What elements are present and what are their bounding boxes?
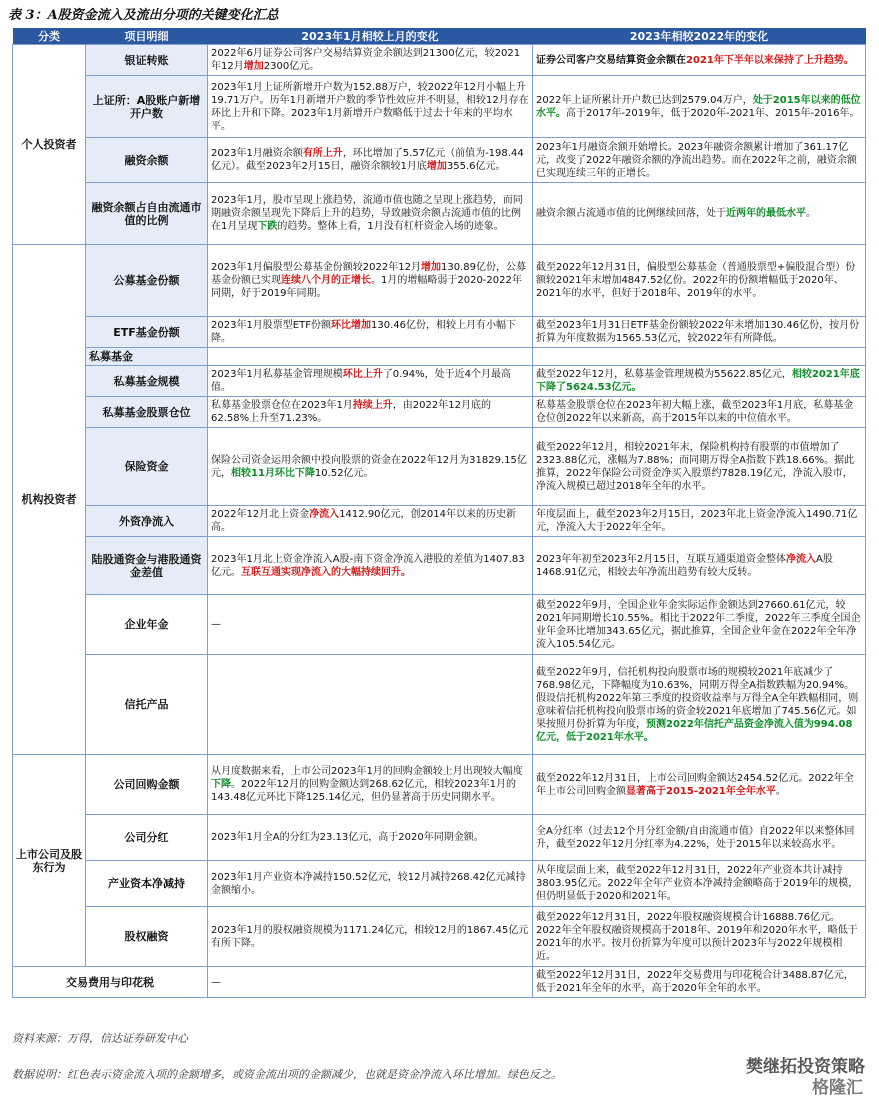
text-segment: 截至2022年12月31日，上市公司回购金额达2454.52亿元。2022年全年上市公司回购金额 bbox=[536, 772, 854, 797]
table-row bbox=[13, 76, 866, 138]
table-row bbox=[13, 506, 866, 537]
text-segment: 下降 bbox=[211, 779, 231, 790]
header-item: 项目明细 bbox=[86, 28, 208, 45]
yearly-change-cell bbox=[533, 245, 866, 317]
text-segment: 截至2022年12月31日，2022年交易费用与印花税合计3488.87亿元，低于2021年全年的水平，高于2020年全年的水平。 bbox=[536, 970, 854, 994]
text-segment: 截至2022年12月，私募基金管理规模为55622.85亿元， bbox=[536, 369, 792, 380]
text-segment: 2023年1月融资余额 bbox=[211, 148, 303, 159]
yearly-change-cell bbox=[533, 45, 866, 76]
text-segment: 互联互通实现净流入的大幅持续回升。 bbox=[241, 566, 411, 578]
item-cell: 公司分红 bbox=[86, 815, 208, 861]
text-segment: 增加 bbox=[426, 161, 447, 172]
table-row bbox=[13, 815, 866, 861]
text-segment: 有所上升 bbox=[302, 148, 343, 159]
text-segment: 2023年1月北上资金净流入A股-南下资金净流入港股的差值为1407.83亿元。 bbox=[211, 553, 525, 578]
table-row bbox=[13, 366, 866, 397]
text-segment: A股1468.91亿元，相较去年净流出趋势有较大反转。 bbox=[536, 553, 833, 578]
text-segment: 2022年6月证券公司客户交易结算资金余额达到21300亿元，较2021年12月 bbox=[211, 48, 521, 72]
table-row bbox=[13, 907, 866, 967]
text-segment: 持续上升 bbox=[352, 400, 393, 411]
monthly-change-cell bbox=[208, 506, 533, 537]
text-segment: 。2022年12月的回购金额达到268.62亿元，相较2023年1月的143.48亿元环比下降125.14亿元，但仍显著高于历史同期水平。 bbox=[211, 779, 516, 803]
item-cell: 私募基金 bbox=[86, 348, 208, 366]
item-cell: 融资余额占自由流通市值的比例 bbox=[86, 183, 208, 245]
table-row bbox=[13, 755, 866, 815]
text-segment: ，由2022年12月底的62.58%上升至71.23%。 bbox=[211, 400, 491, 424]
category-cell: 机构投资者 bbox=[13, 245, 86, 755]
text-segment: 私募基金股票仓位在2023年初大幅上涨，截至2023年1月底，私募基金仓位创2022年以来新高，高于2015年以来的中位值水平。 bbox=[536, 400, 854, 424]
text-segment: 从年度层面上来，截至2022年12月31日，2022年产业资本共计减持3803.95亿元。2022年全年产业资本净减持金额略高于2019年的规模，但仍明显低于2020和2021年。 bbox=[536, 865, 859, 902]
yearly-change-cell bbox=[533, 537, 866, 595]
text-segment: 保险公司资金运用余额中投向股票的资金在2022年12月为31829.15亿元， bbox=[211, 454, 527, 479]
item-cell: 陆股通资金与港股通资金差值 bbox=[86, 537, 208, 595]
category-cell: 个人投资者 bbox=[13, 45, 86, 245]
text-segment: 355.6亿元。 bbox=[446, 161, 506, 172]
table-row bbox=[13, 397, 866, 428]
item-cell: 产业资本净减持 bbox=[86, 861, 208, 907]
text-segment: 的趋势。整体上看，1月没有杠杆资金入场的迹象。 bbox=[277, 221, 504, 232]
table-header-row bbox=[13, 28, 866, 45]
text-segment: ，环比增加了5.57亿元（前值为-198.44亿元）。截至2023年2月15日，融资余额较1月底 bbox=[211, 148, 524, 172]
text-segment: 截至2023年1月31日ETF基金份额较2022年末增加130.46亿份，按月份折算为年度数据为1565.53亿元，较2022年有所降低。 bbox=[536, 320, 860, 344]
item-cell: 公募基金份额 bbox=[86, 245, 208, 317]
table-row bbox=[13, 967, 866, 998]
monthly-change-cell bbox=[208, 537, 533, 595]
item-cell: 私募基金规模 bbox=[86, 366, 208, 397]
monthly-change-cell bbox=[208, 815, 533, 861]
text-segment: 显著高于2015-2021年全年水平 bbox=[626, 785, 776, 797]
item-cell: 股权融资 bbox=[86, 907, 208, 967]
table-row bbox=[13, 138, 866, 183]
item-cell: 银证转账 bbox=[86, 45, 208, 76]
watermark-name: 樊继拓投资策略 bbox=[746, 1057, 865, 1077]
text-segment: 2300亿元。 bbox=[263, 61, 320, 72]
table-title: 表 3：A股资金流入及流出分项的关键变化汇总 bbox=[8, 8, 279, 23]
monthly-change-cell bbox=[208, 76, 533, 138]
yearly-change-cell bbox=[533, 348, 866, 366]
header-category: 分类 bbox=[13, 28, 86, 45]
yearly-change-cell bbox=[533, 907, 866, 967]
text-segment: 净流入 bbox=[309, 509, 340, 520]
yearly-change-cell bbox=[533, 506, 866, 537]
header-yearly-change: 2023年相较2022年的变化 bbox=[533, 28, 866, 45]
text-segment: 截至2022年9月，信托机构投向股票市场的规模较2021年底减少了768.98亿元，下降幅度为10.63%，同期万得全A指数跌幅为20.94%。假设信托机构2022年第三季度的投资收益率与万得全A全年跌幅相同，则意味着信托机构投向股票市场的资金较2021年底增加了745.56亿元。如果按照月份折算为年度， bbox=[536, 666, 859, 730]
text-segment: 从月度数据来看，上市公司2023年1月的回购金额较上月出现较大幅度 bbox=[211, 766, 523, 777]
item-cell: ETF基金份额 bbox=[86, 317, 208, 348]
yearly-change-cell bbox=[533, 815, 866, 861]
yearly-change-cell bbox=[533, 967, 866, 998]
item-cell: 外资净流入 bbox=[86, 506, 208, 537]
monthly-change-cell bbox=[208, 861, 533, 907]
yearly-change-cell bbox=[533, 138, 866, 183]
monthly-change-cell bbox=[208, 183, 533, 245]
text-segment: 下跌 bbox=[257, 221, 278, 232]
text-segment: 证券公司客户交易结算资金余额在 bbox=[536, 54, 686, 66]
summary-table bbox=[12, 28, 866, 998]
source-note: 资料来源：万得，信达证券研发中心 bbox=[12, 1032, 188, 1045]
yearly-change-cell bbox=[533, 655, 866, 755]
text-segment: 年度层面上，截至2023年2月15日，2023年北上资金净流入1490.71亿元，净流入大于2022年全年。 bbox=[536, 509, 858, 533]
text-segment: 预测2022年信托产品资金净流入值为994.08亿元，低于2021年水平。 bbox=[536, 718, 853, 743]
text-segment: 2023年1月的股权融资规模为1171.24亿元，相较12月的1867.45亿元有所下降。 bbox=[211, 924, 529, 949]
text-segment: 截至2022年12月31日，偏股型公募基金（普通股票型+偏股混合型）份额较2021年末增加4847.52亿份。2022年的份额增幅低于2020年、2021年的水平，但好于2018年、2019年的水平。 bbox=[536, 262, 856, 299]
text-segment: 2023年1月私募基金管理规模 bbox=[211, 369, 343, 380]
text-segment: 2023年1月股票型ETF份额 bbox=[211, 320, 331, 331]
text-segment: 2023年1月融资余额开始增长。2023年融资余额累计增加了361.17亿元，改变了2022年融资余额的净流出趋势。而在2022年之前，融资余额已实现连续三年的正增长。 bbox=[536, 141, 857, 179]
text-segment: — bbox=[211, 619, 221, 630]
yearly-change-cell bbox=[533, 366, 866, 397]
table-row bbox=[13, 595, 866, 655]
text-segment: 2023年1月偏股型公募基金份额较2022年12月 bbox=[211, 262, 421, 273]
text-segment: 相较2021年底下降了5624.53亿元。 bbox=[536, 369, 860, 393]
table-row bbox=[13, 428, 866, 506]
text-segment: 私募基金股票仓位在2023年1月 bbox=[211, 400, 353, 411]
item-cell: 交易费用与印花税 bbox=[13, 967, 208, 998]
text-segment: 1412.90亿元，创2014年以来的历史新高。 bbox=[211, 509, 516, 533]
text-segment: 截至2022年12月，相较2021年末，保险机构持有股票的市值增加了2323.88亿元，涨幅为7.88%；而同期万得全A指数下跌18.66%。据此推算，2022年保险公司资金净买入股票约7828.19亿元，净流入股市，净流入规模已超过2018年全年的水平。 bbox=[536, 441, 855, 492]
text-segment: 2023年1月产业资本净减持150.52亿元，较12月减持268.42亿元减持金额缩小。 bbox=[211, 871, 526, 896]
monthly-change-cell bbox=[208, 317, 533, 348]
text-segment: 。 bbox=[775, 785, 786, 797]
yearly-change-cell bbox=[533, 183, 866, 245]
text-segment: 截至2022年9月，全国企业年金实际运作金额达到27660.61亿元，较2021年同期增长10.55%。相比于2022年二季度，2022年三季度全国企业年金环比增加343.65亿元，据此推算，全国企业年金在2022年全年净流入105.54亿元。 bbox=[536, 599, 861, 650]
category-cell: 上市公司及股东行为 bbox=[13, 755, 86, 967]
text-segment: 2023年1月全A的分红为23.13亿元，高于2020年同期金额。 bbox=[211, 832, 484, 843]
monthly-change-cell bbox=[208, 366, 533, 397]
text-segment: 。1月的增幅略弱于2020-2022年同期，好于2019年同期。 bbox=[211, 275, 522, 299]
header-monthly-change: 2023年1月相较上月的变化 bbox=[208, 28, 533, 45]
table-row bbox=[13, 183, 866, 245]
yearly-change-cell bbox=[533, 428, 866, 506]
item-cell: 融资余额 bbox=[86, 138, 208, 183]
text-segment: 全A分红率（过去12个月分红金额/自由流通市值）自2022年以来整体回升，截至2022年12月分红率为4.22%，处于2015年以来较高水平。 bbox=[536, 825, 855, 850]
text-segment: 环比上升 bbox=[342, 369, 383, 380]
table-row bbox=[13, 348, 866, 366]
table-row bbox=[13, 861, 866, 907]
yearly-change-cell bbox=[533, 317, 866, 348]
text-segment: 。 bbox=[806, 208, 816, 219]
watermark-brand: 格隆汇 bbox=[812, 1078, 863, 1098]
item-cell: 上证所：A股账户新增开户数 bbox=[86, 76, 208, 138]
text-segment: 了0.94%，处于近4个月最高值。 bbox=[211, 369, 511, 393]
monthly-change-cell bbox=[208, 967, 533, 998]
yearly-change-cell bbox=[533, 397, 866, 428]
text-segment: 130.46亿份，相较上月有小幅下降。 bbox=[211, 320, 516, 344]
text-segment: 2023年1月上证所新增开户数为152.88万户，较2022年12月小幅上升19.71万户。历年1月新增开户数的季节性效应并不明显，相较12月存在环比上升和下降。2023年1月新增开户数略低于过去十年来的平均水平。 bbox=[211, 81, 529, 132]
table-row bbox=[13, 655, 866, 755]
text-segment: 净流入 bbox=[786, 553, 816, 565]
yearly-change-cell bbox=[533, 755, 866, 815]
monthly-change-cell bbox=[208, 245, 533, 317]
monthly-change-cell bbox=[208, 655, 533, 755]
table-row bbox=[13, 317, 866, 348]
text-segment: 130.89亿份，公募基金份额已实现 bbox=[211, 262, 526, 286]
item-cell: 企业年金 bbox=[86, 595, 208, 655]
text-segment: 2023年1月，股市呈现上涨趋势，流通市值也随之呈现上涨趋势，而同期融资余额呈现先下降后上升的趋势，导致融资余额占流通市值的比例在1月呈现 bbox=[211, 195, 523, 232]
text-segment: 高于2017年-2019年，低于2020年-2021年、2015年-2016年。 bbox=[566, 107, 860, 119]
monthly-change-cell bbox=[208, 45, 533, 76]
text-segment: 截至2022年12月31日，2022年股权融资规模合计16888.76亿元。2022年全年股权融资规模高于2018年、2019年和2020年水平，略低于2021年的水平。按月份折算为年度可以预计2023年与2022年规模相近。 bbox=[536, 911, 858, 962]
text-segment: 增加 bbox=[421, 262, 441, 273]
monthly-change-cell bbox=[208, 138, 533, 183]
text-segment: — bbox=[211, 976, 221, 988]
item-cell: 保险资金 bbox=[86, 428, 208, 506]
item-cell: 信托产品 bbox=[86, 655, 208, 755]
data-note: 数据说明：红色表示资金流入项的金额增多，或资金流出项的金额减少，也就是资金净流入环比增加。绿色反之。 bbox=[12, 1068, 562, 1081]
text-segment: 环比增加 bbox=[331, 320, 371, 331]
text-segment: 10.52亿元。 bbox=[314, 467, 374, 479]
monthly-change-cell bbox=[208, 428, 533, 506]
table-row bbox=[13, 245, 866, 317]
text-segment: 增加 bbox=[243, 61, 264, 72]
text-segment: 2022年上证所累计开户数已达到2579.04万户， bbox=[536, 94, 753, 106]
text-segment: 融资余额占流通市值的比例继续回落，处于 bbox=[536, 208, 726, 219]
monthly-change-cell bbox=[208, 348, 533, 366]
text-segment: 连续八个月的正增长 bbox=[281, 275, 371, 286]
item-cell: 私募基金股票仓位 bbox=[86, 397, 208, 428]
text-segment: 处于2015年以来的低位水平。 bbox=[536, 94, 861, 119]
item-cell: 公司回购金额 bbox=[86, 755, 208, 815]
monthly-change-cell bbox=[208, 755, 533, 815]
yearly-change-cell bbox=[533, 76, 866, 138]
text-segment: 近两年的最低水平 bbox=[726, 208, 806, 219]
monthly-change-cell bbox=[208, 907, 533, 967]
text-segment: 相较11月环比下降 bbox=[231, 467, 315, 479]
yearly-change-cell bbox=[533, 861, 866, 907]
table-row bbox=[13, 45, 866, 76]
text-segment: 2021年下半年以来保持了上升趋势。 bbox=[686, 54, 854, 66]
text-segment: 2023年年初至2023年2月15日，互联互通渠道资金整体 bbox=[536, 553, 786, 565]
yearly-change-cell bbox=[533, 595, 866, 655]
monthly-change-cell bbox=[208, 595, 533, 655]
table-row bbox=[13, 537, 866, 595]
monthly-change-cell bbox=[208, 397, 533, 428]
text-segment: 2022年12月北上资金 bbox=[211, 509, 310, 520]
